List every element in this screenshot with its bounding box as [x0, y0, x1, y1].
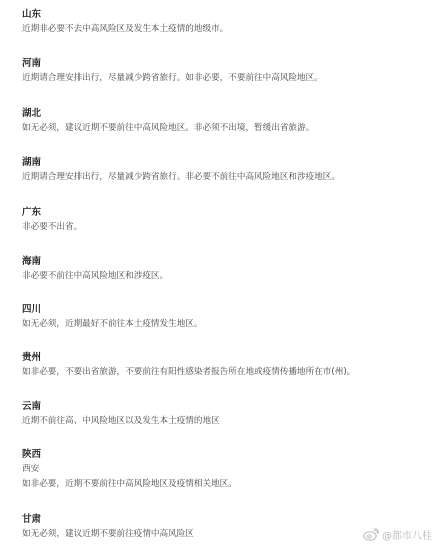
province-entry-sichuan [22, 303, 432, 332]
province-name: 山东 [22, 9, 42, 20]
province-guidance: 如无必须，近期最好不前往本土疫情发生地区。 [22, 319, 203, 329]
province-name: 河南 [22, 58, 42, 69]
city-name: 西安 [22, 464, 40, 474]
province-name: 湖南 [22, 157, 42, 168]
province-name: 陕西 [22, 449, 42, 460]
province-entry-hunan [22, 156, 432, 185]
province-name: 海南 [22, 256, 42, 267]
province-guidance: 非必要不出省。 [22, 222, 83, 232]
province-entry-yunnan [22, 400, 432, 429]
province-guidance: 如非必要，不要出省旅游，不要前往有阳性感染者报告所在地或疫情传播地所在市(州)。 [22, 367, 356, 377]
province-guidance: 近期非必要不去中高风险区及发生本土疫情的地级市。 [22, 24, 229, 34]
province-name: 甘肃 [22, 514, 42, 525]
province-name: 广东 [22, 207, 42, 218]
province-name: 四川 [22, 304, 42, 315]
province-entry-guizhou [22, 351, 432, 380]
watermark-text: @都市八桂 [382, 531, 432, 542]
province-name: 湖北 [22, 108, 42, 119]
province-guidance: 如非必要，近期不要前往中高风险地区及疫情相关地区。 [22, 479, 237, 489]
province-guidance: 如无必须，建议近期不要前往中高风险地区。非必须不出境，暂缓出省旅游。 [22, 123, 315, 133]
province-guidance: 如无必须，建议近期不要前往疫情中高风险区 [22, 529, 194, 539]
province-guidance: 非必要不前往中高风险地区和涉疫区。 [22, 271, 169, 281]
province-entry-guangdong [22, 206, 432, 235]
province-guidance: 近期不前往高、中风险地区以及发生本土疫情的地区 [22, 416, 220, 426]
province-guidance: 近期请合理安排出行，尽量减少跨省旅行。非必要不前往中高风险地区和涉疫地区。 [22, 172, 340, 182]
weibo-icon [363, 528, 379, 541]
province-entry-shaanxi [22, 448, 432, 492]
weibo-watermark [363, 527, 432, 542]
province-entry-hubei [22, 107, 432, 136]
province-name: 贵州 [22, 352, 42, 363]
province-guidance: 近期请合理安排出行，尽量减少跨省旅行。如非必要，不要前往中高风险地区。 [22, 73, 323, 83]
province-entry-henan [22, 57, 432, 86]
province-name: 云南 [22, 401, 42, 412]
province-entry-shandong [22, 8, 432, 37]
province-entry-hainan [22, 255, 432, 284]
